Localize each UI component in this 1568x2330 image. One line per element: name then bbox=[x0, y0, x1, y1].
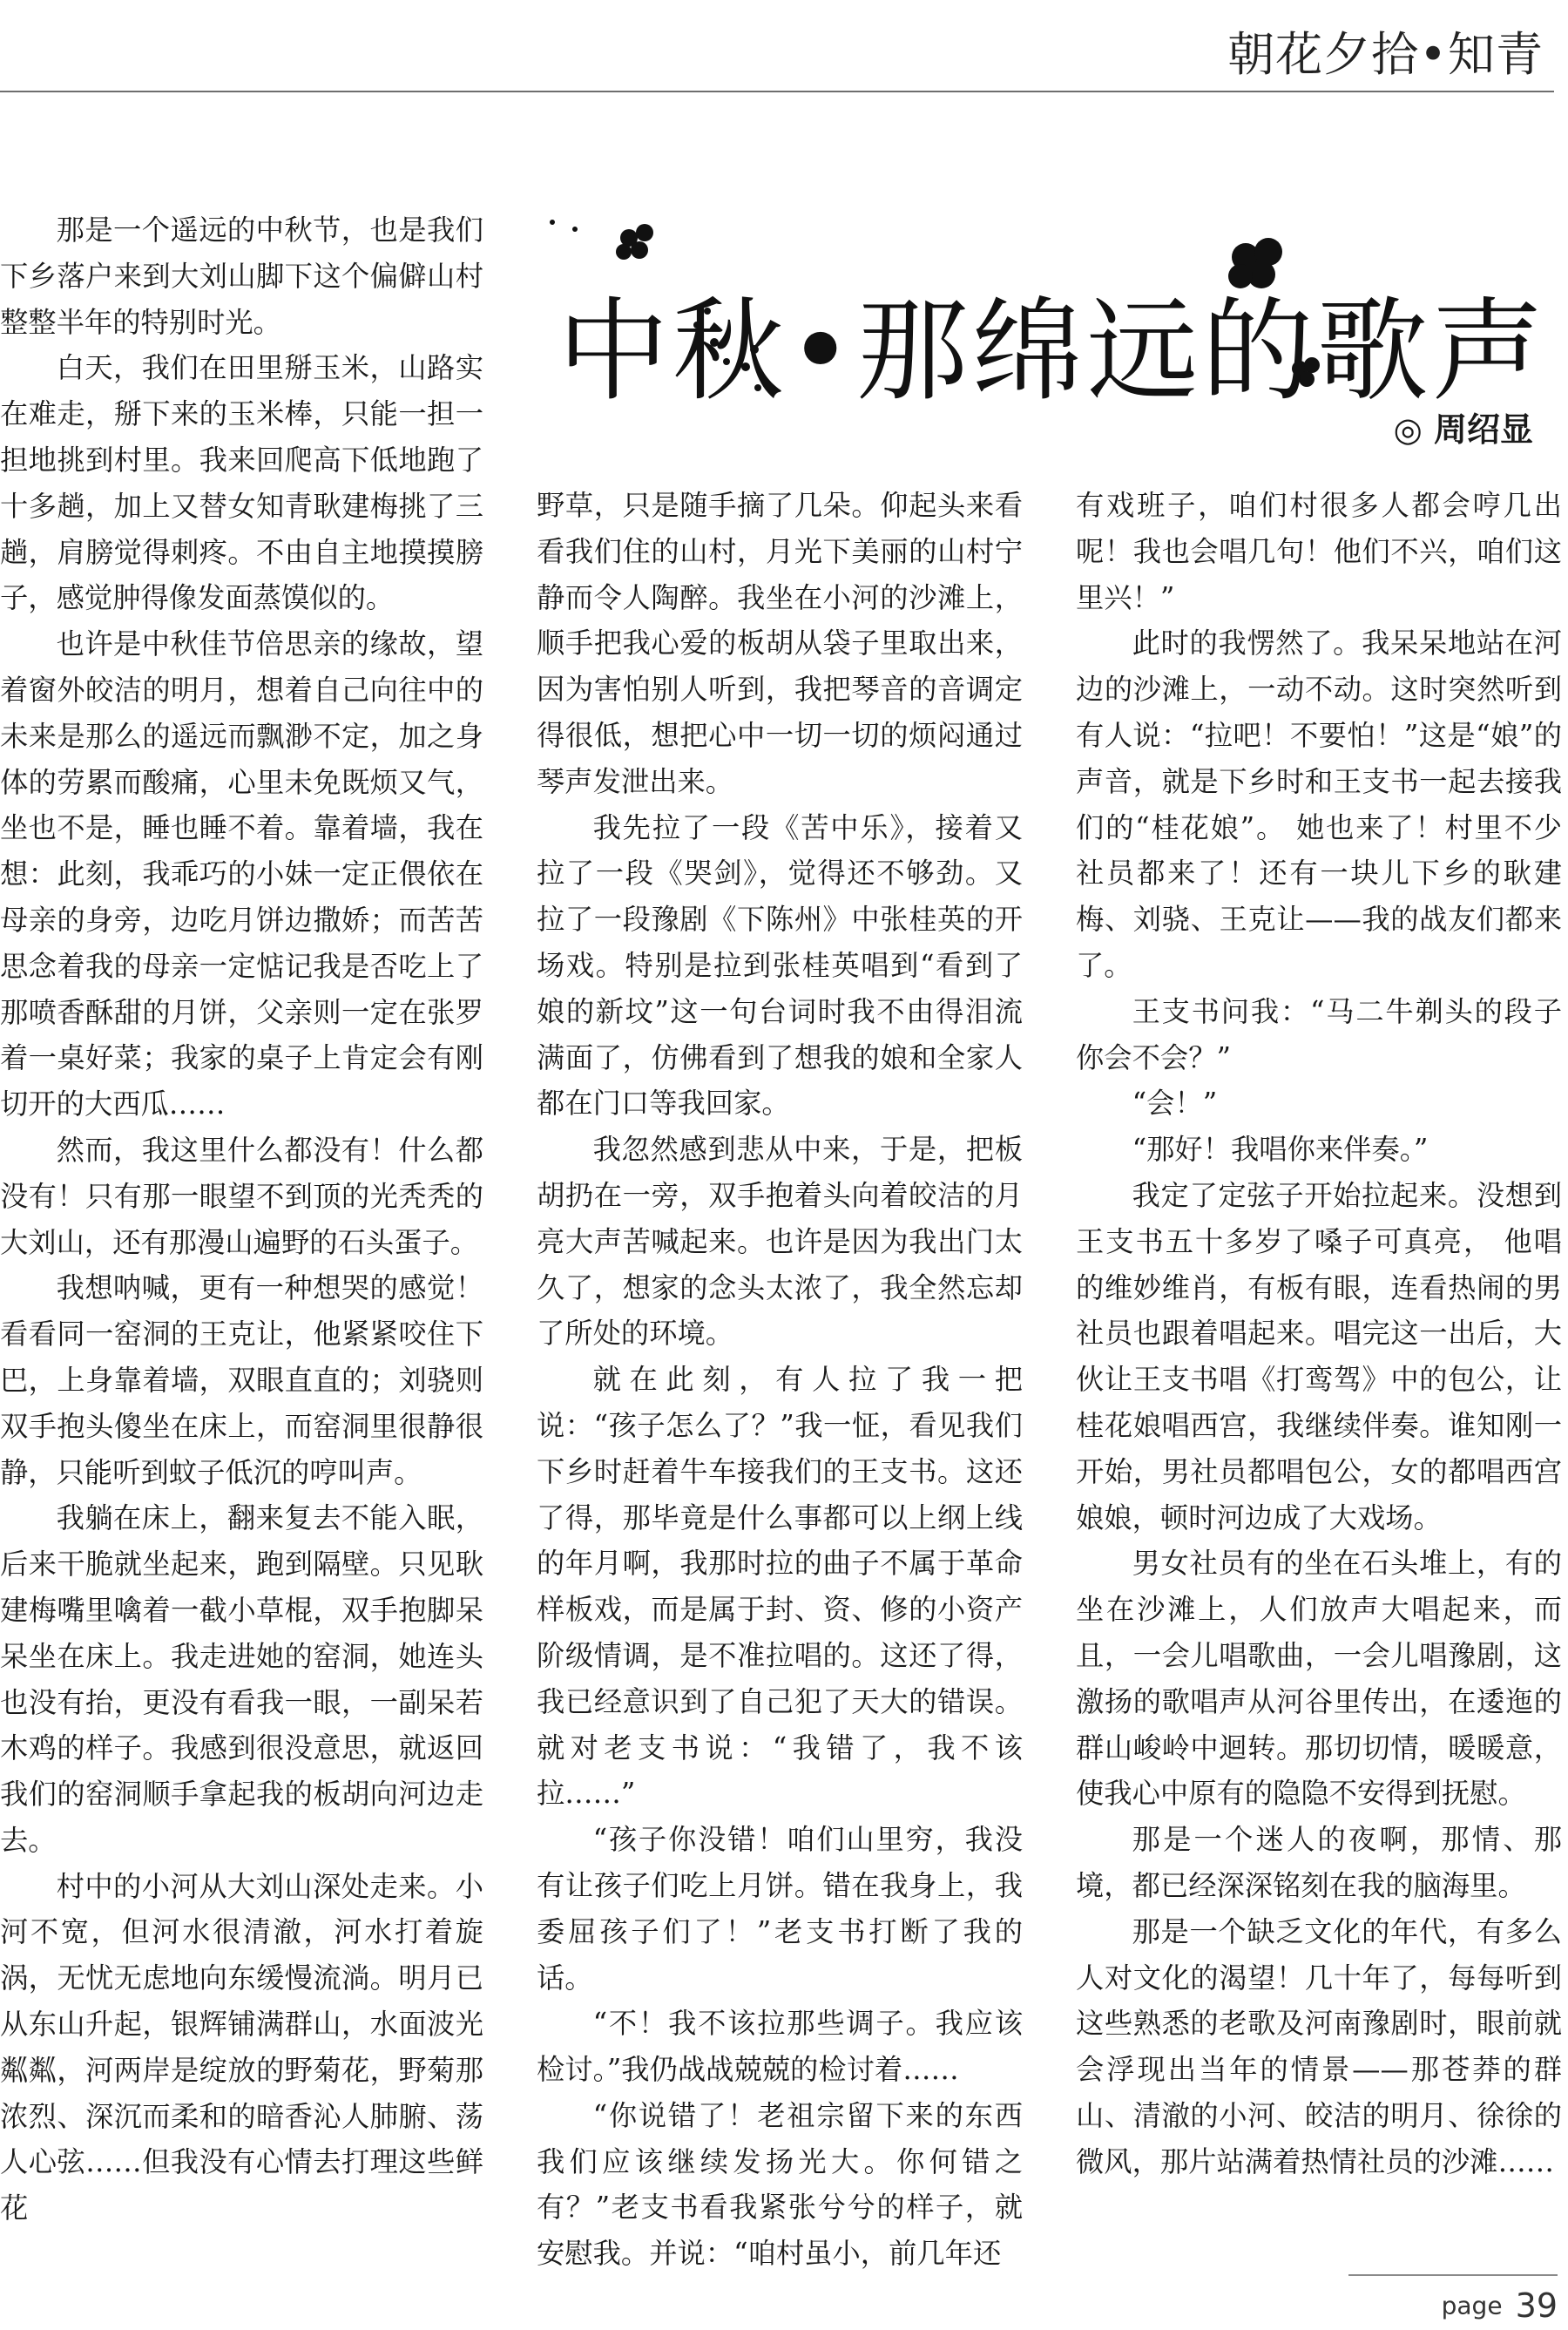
paragraph: “孩子你没错！咱们山里穷，我没有让孩子们吃上月饼。错在我身上，我委屈孩子们了！”老支书打断了我的话。 bbox=[537, 1823, 1023, 1995]
paragraph: 有戏班子，咱们村很多人都会哼几出呢！我也会唱几句！他们不兴，咱们这里兴！” bbox=[1076, 489, 1562, 614]
paragraph: 男女社员有的坐在石头堆上，有的坐在沙滩上，人们放声大唱起来，而且，一会儿唱歌曲，一会儿唱豫剧，这激扬的歌唱声从河谷里传出，在逶迤的群山峻岭中迴转。那切切情，暖暖意，使我心中原有的隐隐不安得到抚慰。 bbox=[1076, 1547, 1562, 1811]
paragraph: “那好！我唱你来伴奏。” bbox=[1132, 1133, 1429, 1167]
paragraph: 白天，我们在田里掰玉米，山路实在难走，掰下来的玉米棒，只能一担一担地挑到村里。我来回爬高下低地跑了十多趟，加上又替女知青耿建梅挑了三趟，肩膀觉得刺疼。不由自主地摸摸膀子，感觉肿得像发面蒸馍似的。 bbox=[0, 351, 483, 615]
paragraph: 野草，只是随手摘了几朵。仰起头来看看我们住的山村，月光下美丽的山村宁静而令人陶醉。我坐在小河的沙滩上，顺手把我心爱的板胡从袋子里取出来，因为害怕别人听到，我把琴音的音调定得很低，想把心中一切一切的烦闷通过琴声发泄出来。 bbox=[537, 489, 1023, 798]
title-part-2: 那绵远的歌声 bbox=[856, 287, 1547, 417]
paragraph: “不！我不该拉那些调子。我应该检讨。”我仍战战兢兢的检讨着…… bbox=[537, 2007, 1023, 2087]
paragraph: 也许是中秋佳节倍思亲的缘故，望着窗外皎洁的明月，想着自己向往中的未来是那么的遥远而飘渺不定，加之身体的劳累而酸痛，心里未免既烦又气，坐也不是，睡也睡不着。靠着墙，我在想：此刻，我乖巧的小妹一定正偎依在母亲的身旁，边吃月饼边撒娇；而苦苦思念着我的母亲一定惦记我是否吃上了那喷香酥甜的月饼，父亲则一定在张罗着一桌好菜；我家的桌子上肯定会有刚切开的大西瓜…… bbox=[0, 627, 483, 1121]
page-number: 39 bbox=[1515, 2286, 1558, 2325]
page-footer bbox=[1442, 2286, 1558, 2325]
paragraph: 村中的小河从大刘山深处走来。小河不宽，但河水很清澈，河水打着旋涡，无忧无虑地向东缓慢流淌。明月已从东山升起，银辉铺满群山，水面波光粼粼，河两岸是绽放的野菊花，野菊那浓烈、深沉而柔和的暗香沁人肺腑、荡人心弦……但我没有心情去打理这些鲜花 bbox=[0, 1869, 483, 2225]
paragraph: 那是一个迷人的夜啊，那情、那境，都已经深深铭刻在我的脑海里。 bbox=[1076, 1823, 1562, 1902]
paragraph: 此时的我愣然了。我呆呆地站在河边的沙滩上，一动不动。这时突然听到有人说：“拉吧！不要怕！”这是“娘”的声音，就是下乡时和王支书一起去接我们的“桂花娘”。 她也来了！村里不少社员都来了！还有一块儿下乡的耿建梅、刘骁、王克让——我的战友们都来了。 bbox=[1076, 627, 1562, 982]
paragraph: 就在此刻，有人拉了我一把说：“孩子怎么了？”我一怔，看见我们下乡时赶着牛车接我们的王支书。这还了得，那毕竟是什么事都可以上纲上线的年月啊，我那时拉的曲子不属于革命样板戏，而是属于封、资、修的小资产阶级情调，是不准拉唱的。这还了得，我已经意识到了自己犯了天大的错误。就对老支书说：“我错了，我不该拉……” bbox=[537, 1363, 1023, 1811]
paragraph: “会！” bbox=[1132, 1087, 1218, 1121]
page-header bbox=[0, 10, 1554, 92]
paragraph: 我想呐喊，更有一种想哭的感觉！看看同一窑洞的王克让，他紧紧咬住下巴，上身靠着墙，双眼直直的；刘骁则双手抱头傻坐在床上，而窑洞里很静很静，只能听到蚊子低沉的哼叫声。 bbox=[0, 1271, 483, 1489]
text-column-1 bbox=[0, 207, 483, 2232]
text-column-2 bbox=[537, 483, 1023, 2277]
title-part-1: 中秋 bbox=[558, 287, 788, 417]
paragraph: 我先拉了一段《苦中乐》，接着又拉了一段《哭剑》，觉得还不够劲。又拉了一段豫剧《下陈州》中张桂英的开场戏。特别是拉到张桂英唱到“看到了娘的新坟”这一句台词时我不由得泪流满面了，仿佛看到了想我的娘和全家人都在门口等我回家。 bbox=[537, 810, 1023, 1121]
author-byline: ◎ 周绍显 bbox=[1393, 410, 1533, 449]
title-dot: • bbox=[787, 287, 857, 417]
paragraph: “你说错了！老祖宗留下来的东西我们应该继续发扬光大。你何错之有？”老支书看我紧张兮兮的样子，就安慰我。并说：“咱村虽小，前几年还 bbox=[537, 2098, 1023, 2271]
text-column-3 bbox=[1076, 483, 1562, 2184]
clover-icon bbox=[616, 224, 653, 260]
paragraph: 我忽然感到悲从中来，于是，把板胡扔在一旁，双手抱着头向着皎洁的月亮大声苦喊起来。也许是因为我出门太久了，想家的念头太浓了，我全然忘却了所处的环境。 bbox=[537, 1133, 1023, 1351]
footer-divider bbox=[1348, 2274, 1558, 2276]
paragraph: 那是一个缺乏文化的年代，有多么人对文化的渴望！几十年了，每每听到这些熟悉的老歌及河南豫剧时，眼前就会浮现出当年的情景——那苍莽的群山、清澈的小河、皎洁的明月、徐徐的微风，那片站满着热情社员的沙滩…… bbox=[1076, 1914, 1562, 2178]
paragraph: 我定了定弦子开始拉起来。没想到王支书五十多岁了嗓子可真亮， 他唱的维妙维肖，有板有眼，连看热闹的男社员也跟着唱起来。唱完这一出后，大伙让王支书唱《打鸾驾》中的包公，让桂花娘唱西宫，我继续伴奏。谁知刚一开始，男社员都唱包公，女的都唱西宫娘娘，顿时河边成了大戏场。 bbox=[1076, 1178, 1562, 1534]
page-label: page bbox=[1441, 2291, 1503, 2320]
section-title: 朝花夕拾•知青 bbox=[1227, 27, 1544, 82]
paragraph: 然而，我这里什么都没有！什么都没有！只有那一眼望不到顶的光秃秃的大刘山，还有那漫山遍野的石头蛋子。 bbox=[0, 1133, 483, 1259]
article-title bbox=[549, 213, 1547, 417]
paragraph: 我躺在床上，翻来复去不能入眠，后来干脆就坐起来，跑到隔壁。只见耿建梅嘴里噙着一截小草棍，双手抱脚呆呆坐在床上。我走进她的窑洞，她连头也没有抬，更没有看我一眼，一副呆若木鸡的样子。我感到很没意思，就返回我们的窑洞顺手拿起我的板胡向河边走去。 bbox=[0, 1501, 483, 1857]
paragraph: 王支书问我：“马二牛剃头的段子你会不会？” bbox=[1076, 994, 1562, 1074]
paragraph: 那是一个遥远的中秋节，也是我们下乡落户来到大刘山脚下这个偏僻山村整整半年的特别时光。 bbox=[0, 213, 483, 339]
